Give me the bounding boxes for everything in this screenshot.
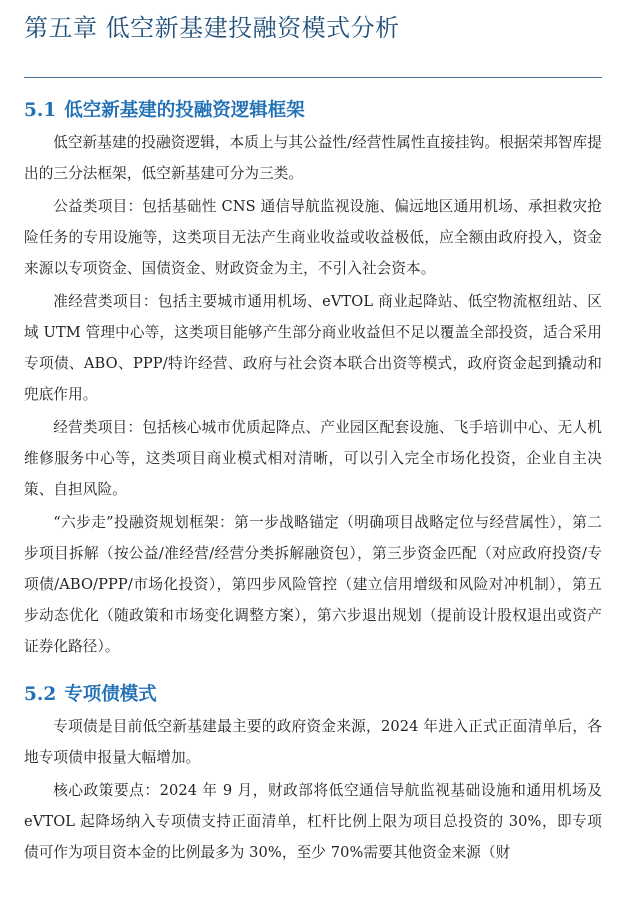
chapter-title: 第五章 低空新基建投融资模式分析 [24, 14, 400, 42]
section-title: 专项债模式 [64, 684, 157, 705]
section-number: 5.1 [24, 100, 57, 121]
document-page [24, 0, 602, 868]
paragraph: 经营类项目：包括核心城市优质起降点、产业园区配套设施、飞手培训中心、无人机维修服务中心等，这类项目商业模式相对清晰，可以引入完全市场化投资，企业自主决策、自担风险。 [24, 419, 602, 498]
section-body-5-1 [24, 127, 602, 662]
section-heading-5-2 [24, 682, 602, 708]
section-heading-5-1 [24, 98, 602, 124]
paragraph: 专项债是目前低空新基建最主要的政府资金来源，2024 年进入正式正面清单后，各地专项债申报量大幅增加。 [24, 718, 602, 766]
paragraph: 准经营类项目：包括主要城市通用机场、eVTOL 商业起降站、低空物流枢纽站、区域 UTM 管理中心等，这类项目能够产生部分商业收益但不足以覆盖全部投资，适合采用专项债、ABO、PPP/特许经营、政府与社会资本联合出资等模式，政府资金起到撬动和兜底作用。 [24, 293, 602, 403]
chapter-divider [24, 77, 602, 78]
section-body-5-2 [24, 711, 602, 868]
paragraph: 公益类项目：包括基础性 CNS 通信导航监视设施、偏远地区通用机场、承担救灾抢险任务的专用设施等，这类项目无法产生商业收益或收益极低，应全额由政府投入，资金来源以专项资金、国债资金、财政资金为主，不引入社会资本。 [24, 198, 602, 277]
paragraph: “六步走”投融资规划框架：第一步战略锚定（明确项目战略定位与经营属性），第二步项目拆解（按公益/准经营/经营分类拆解融资包），第三步资金匹配（对应政府投资/专项债/ABO/PPP/市场化投资），第四步风险管控（建立信用增级和风险对冲机制），第五步动态优化（随政策和市场变化调整方案），第六步退出规划（提前设计股权退出或资产证券化路径）。 [24, 514, 602, 655]
section-title: 低空新基建的投融资逻辑框架 [64, 100, 305, 121]
paragraph: 核心政策要点：2024 年 9 月，财政部将低空通信导航监视基础设施和通用机场及 eVTOL 起降场纳入专项债支持正面清单，杠杆比例上限为项目总投资的 30%，即专项债可作为项目资本金的比例最多为 30%，至少 70%需要其他资金来源（财 [24, 782, 602, 861]
section-number: 5.2 [24, 684, 57, 705]
paragraph: 低空新基建的投融资逻辑，本质上与其公益性/经营性属性直接挂钩。根据荣邦智库提出的三分法框架，低空新基建可分为三类。 [24, 134, 602, 182]
